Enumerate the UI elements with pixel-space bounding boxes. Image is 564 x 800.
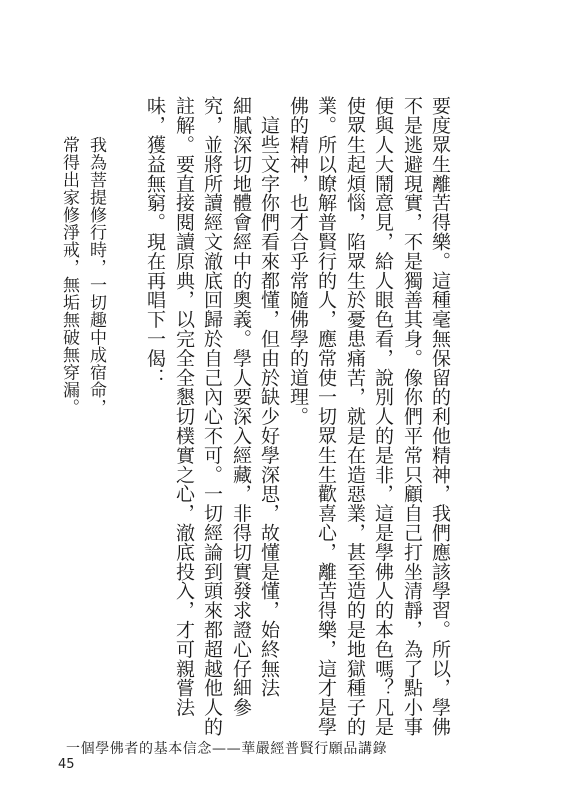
text-column-11: 味，獲益無窮。現在再唱下一偈： — [144, 96, 166, 387]
text-column-2: 不是逃避現實，不是獨善其身。像你們平常只顧自己打坐清靜，為了點小事 — [401, 96, 423, 737]
text-column-7: 這些文字你們看來都懂，但由於缺少好學深思，故懂是懂，始終無法 — [258, 96, 280, 698]
text-column-3: 便與人大鬧意見，給人眼色看，說別人的是非，這是學佛人的本色嗎？凡是 — [372, 96, 394, 737]
text-column-6: 佛的精神，也才合乎常隨佛學的道理。 — [287, 96, 309, 426]
running-footer-title: 一個學佛者的基本信念——華嚴經普賢行願品講錄 — [66, 741, 388, 757]
text-column-1: 要度眾生離苦得樂。這種毫無保留的利他精神，我們應該學習。所以，學佛 — [429, 96, 451, 737]
text-column-5: 業。所以瞭解普賢行的人，應常使一切眾生生歡喜心，離苦得樂，這才是學 — [315, 96, 337, 737]
text-column-8: 細膩深切地體會經中的奧義。學人要深入經藏，非得切實發求證心仔細參 — [230, 96, 252, 717]
text-column-10: 註解。要直接閱讀原典，以完全全懇切樸實之心，澈底投入，才可親嘗法 — [173, 96, 195, 717]
text-column-9: 究，並將所讀經文澈底回歸於自己內心不可。一切經論到頭來都超越他人的 — [201, 96, 223, 737]
text-column-4: 使眾生起煩惱，陷眾生於憂患痛苦，就是在造惡業，甚至造的是地獄種子的 — [344, 96, 366, 737]
verse-line-1: 我為菩提修行時，一切趣中成宿命， — [86, 136, 106, 416]
verse-line-2: 常得出家修淨戒，無垢無破無穿漏。 — [59, 136, 79, 416]
page-number: 45 — [58, 757, 75, 772]
